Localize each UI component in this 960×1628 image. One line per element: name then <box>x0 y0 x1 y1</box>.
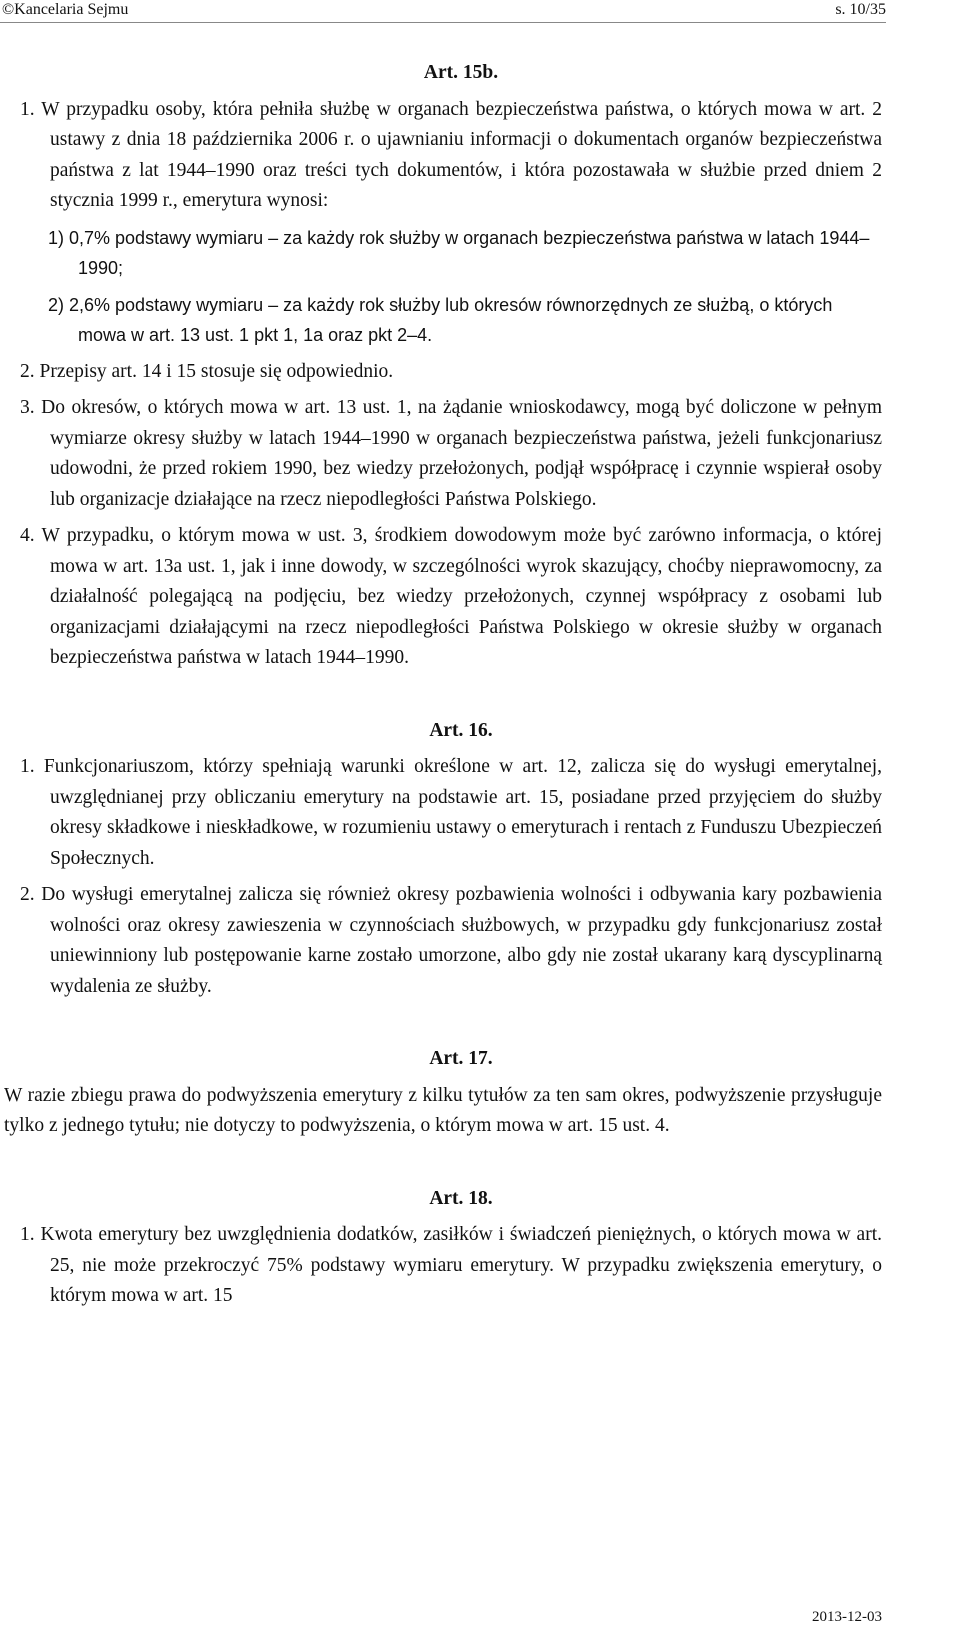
article-15b-point-2: 2) 2,6% podstawy wymiaru – za każdy rok służby lub okresów równorzędnych ze służbą, o których mowa w art. 13 ust. 1 pkt 1, 1a oraz pkt 2–4. <box>48 294 833 345</box>
article-15b-title: Art. 15b. <box>423 62 499 83</box>
article-18-title: Art. 18. <box>429 1187 493 1209</box>
article-15b-para-4: 4. W przypadku, o którym mowa w ust. 3, środkiem dowodowym może być zarówno informacja, o której mowa w art. 13a ust. 1, jak i inne dowody, w szczególności wyrok skazujący, choćby nieprawomocny, za działalność polegającą na podjęciu, bez wiedzy przełożonych, czynnej współpracy z osobami lub organizacjami działającymi na rzecz niepodległości Państwa Polskiego w okresie służby w organach bezpieczeństwa państwa w latach 1944–1990. <box>20 525 882 668</box>
spacer <box>0 674 882 716</box>
article-15b-para-2: 2. Przepisy art. 14 i 15 stosuje się odpowiednio. <box>20 360 394 382</box>
header-page-number: s. 10/35 <box>835 1 886 18</box>
article-17-para-1: W razie zbiegu prawa do podwyższenia emerytury z kilku tytułów za ten sam okres, podwyższenie przysługuje tylko z jednego tytułu; nie dotyczy to podwyższenia, o którym mowa w art. 15 ust. 4. <box>4 1084 882 1136</box>
page-header <box>0 0 960 22</box>
document-body <box>0 58 882 1312</box>
article-15b-point-1: 1) 0,7% podstawy wymiaru – za każdy rok służby w organach bezpieczeństwa państwa w latach 1944–1990; <box>48 227 870 278</box>
article-16-title: Art. 16. <box>429 719 493 741</box>
article-18-para-1: 1. Kwota emerytury bez uwzględnienia dodatków, zasiłków i świadczeń pieniężnych, o których mowa w art. 25, nie może przekroczyć 75% podstawy wymiaru emerytury. W przypadku zwiększenia emerytury, o którym mowa w art. 15 <box>20 1224 882 1306</box>
header-copyright: ©Kancelaria Sejmu <box>2 1 129 18</box>
spacer <box>0 1142 882 1184</box>
article-16-para-2: 2. Do wysługi emerytalnej zalicza się również okresy pozbawienia wolności i odbywania kary pozbawienia wolności oraz okresy zawieszenia w czynnościach służbowych, w przypadku gdy funkcjonariusz został uniewinniony lub postępowanie karne zostało umorzone, albo gdy nie został ukarany karą dyscyplinarną wydalenia ze służby. <box>20 884 882 997</box>
spacer <box>0 1002 882 1044</box>
header-divider <box>0 22 886 23</box>
footer-date: 2013-12-03 <box>812 1609 882 1625</box>
article-17-title: Art. 17. <box>429 1048 493 1069</box>
article-15b-para-1: 1. W przypadku osoby, która pełniła służbę w organach bezpieczeństwa państwa, o których mowa w art. 2 ustawy z dnia 18 października 2006 r. o ujawnianiu informacji o dokumentach organów bezpieczeństwa państwa z lat 1944–1990 oraz treści tych dokumentów, i która pozostawała w służbie przed dniem 2 stycznia 1999 r., emerytura wynosi: <box>20 98 882 211</box>
article-15b-points <box>0 223 882 351</box>
article-16-para-1: 1. Funkcjonariuszom, którzy spełniają warunki określone w art. 12, zalicza się do wysługi emerytalnej, uwzględnianej przy obliczaniu emerytury na podstawie art. 15, posiadane przed przyjęciem do służby okresy składkowe i nieskładkowe, w rozumieniu ustawy o emeryturach i rentach z Funduszu Ubezpieczeń Społecznych. <box>20 756 882 869</box>
article-15b-para-3: 3. Do okresów, o których mowa w art. 13 ust. 1, na żądanie wnioskodawcy, mogą być doliczone w pełnym wymiarze okresy służby w latach 1944–1990 w organach bezpieczeństwa państwa, jeżeli funkcjonariusz udowodni, że przed rokiem 1990, bez wiedzy przełożonych, podjął współpracę i czynnie wspierał osoby lub organizacje działające na rzecz niepodległości Państwa Polskiego. <box>20 397 882 510</box>
